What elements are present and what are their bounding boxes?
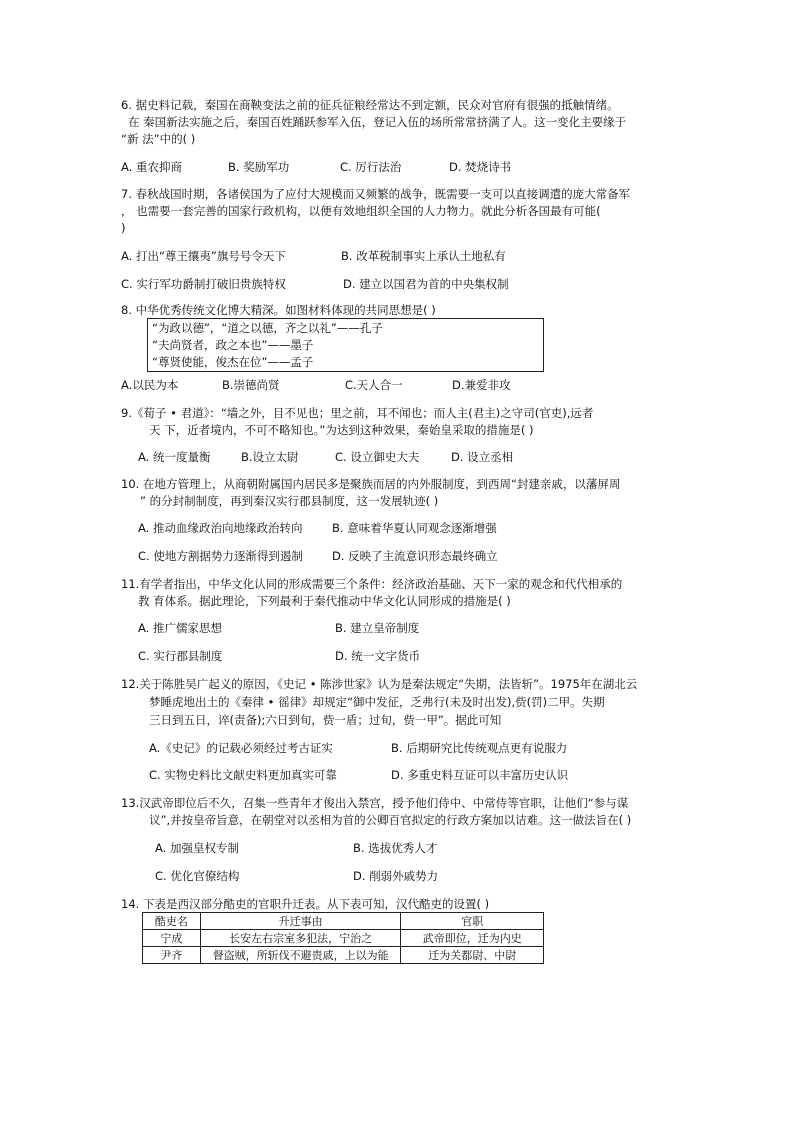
q8-option-c[interactable]: C.天人合一 <box>345 378 403 392</box>
q8-quote-mencius: “尊贤使能，俊杰在位”——孟子 <box>152 355 314 369</box>
q7-line-1: 7. 春秋战国时期，各诸侯国为了应付大规模而又频繁的战争，既需要一支可以直接调遣的庞大常备军 <box>121 187 631 201</box>
table-header-cell: 升迁事由 <box>200 913 401 930</box>
q8-option-a[interactable]: A.以民为本 <box>121 378 179 392</box>
q13-option-a[interactable]: A. 加强皇权专制 <box>155 841 239 855</box>
q9-option-a[interactable]: A. 统一度量衡 <box>138 450 211 464</box>
q9-option-b[interactable]: B.设立太尉 <box>241 450 299 464</box>
q13-option-d[interactable]: D. 削弱外戚势力 <box>353 869 439 883</box>
q12-line-3: 三日到五日，谇(责备);六日到旬，赀一盾；过旬，赀一甲”。据此可知 <box>149 713 502 727</box>
q8-line-1: 8. 中华优秀传统文化博大精深。如图材料体现的共同思想是( ) <box>121 303 436 317</box>
q10-option-b[interactable]: B. 意味着华夏认同观念逐渐增强 <box>332 521 497 535</box>
q10-option-c[interactable]: C. 使地方割据势力逐渐得到遏制 <box>138 549 303 563</box>
q12-option-c[interactable]: C. 实物史料比文献史料更加真实可靠 <box>149 768 337 782</box>
q12-line-1: 12.关于陈胜吴广起义的原因，《史记 • 陈涉世家》认为是秦法规定“失期，法皆斩”。1975年在湖北云 <box>121 677 638 691</box>
table-cell: 尹齐 <box>143 947 201 964</box>
q9-option-d[interactable]: D. 设立丞相 <box>451 450 514 464</box>
q8-option-d[interactable]: D.兼爱非攻 <box>452 378 511 392</box>
q11-line-2: 教 育体系。据此理论，下列最利于秦代推动中华文化认同形成的措施是( ) <box>138 594 511 608</box>
q9-option-c[interactable]: C. 设立御史大夫 <box>335 450 420 464</box>
q6-option-a[interactable]: A. 重农抑商 <box>121 160 182 174</box>
q12-option-b[interactable]: B. 后期研究比传统观点更有说服力 <box>391 741 568 755</box>
q10-option-d[interactable]: D. 反映了主流意识形态最终确立 <box>332 549 498 563</box>
q11-option-d[interactable]: D. 统一文字货币 <box>335 649 421 663</box>
q13-line-1: 13.汉武帝即位后不久，召集一些青年才俊出入禁宫，授予他们侍中、中常侍等官职，让他们“参与谋 <box>121 796 629 810</box>
q7-option-c[interactable]: C. 实行军功爵制打破旧贵族特权 <box>121 277 286 291</box>
table-row <box>143 947 544 964</box>
q11-option-b[interactable]: B. 建立皇帝制度 <box>335 621 420 635</box>
q12-line-2: 梦睡虎地出土的《秦律 • 徭律》却规定“御中发征，乏弗行(未及时出发),赀(罚)二甲。失期 <box>149 695 605 709</box>
q7-line-3: ) <box>121 221 126 235</box>
q11-option-c[interactable]: C. 实行郡县制度 <box>138 649 223 663</box>
table-cell: 迁为关都尉、中尉 <box>401 947 544 964</box>
q10-line-1: 10. 在地方管理上，从商朝附属国内居民多是聚族而居的内外服制度，到西周“封建亲戚，以藩屏周 <box>121 477 621 491</box>
q6-line-1: 6. 据史料记载，秦国在商鞅变法之前的征兵征粮经常达不到定额，民众对官府有很强的抵触情绪。 <box>121 98 619 112</box>
q9-line-2: 天 下，近者境内，不可不略知也。”为达到这种效果，秦始皇采取的措施是( ) <box>149 423 534 437</box>
q10-line-2: ” 的分封制制度，再到秦汉实行郡县制度，这一发展轨迹( ) <box>140 494 439 508</box>
table-header-cell: 酷吏名 <box>143 913 201 930</box>
q6-option-b[interactable]: B. 奖励军功 <box>228 160 290 174</box>
q8-quote-confucius: “为政以德”，“道之以德，齐之以礼”——孔子 <box>152 321 383 335</box>
q11-option-a[interactable]: A. 推广儒家思想 <box>138 621 222 635</box>
table-cell: 长安左右宗室多犯法，宁治之 <box>200 930 401 947</box>
q13-option-c[interactable]: C. 优化官僚结构 <box>155 869 240 883</box>
table-header-row <box>143 913 544 930</box>
q7-option-d[interactable]: D. 建立以国君为首的中央集权制 <box>343 277 509 291</box>
q6-line-3: “新 法”中的( ) <box>121 132 196 146</box>
table-cell: 督盗贼，所斩伐不避贵戚，上以为能 <box>200 947 401 964</box>
q8-quote-mozi: “夫尚贤者，政之本也”——墨子 <box>152 338 314 352</box>
table-cell: 宁成 <box>143 930 201 947</box>
q6-line-2: 在 秦国新法实施之后，秦国百姓踊跃参军入伍，登记入伍的场所常常挤满了人。这一变化主要缘于 <box>128 115 627 129</box>
q8-option-b[interactable]: B.崇德尚贤 <box>222 378 280 392</box>
q8-quote-box <box>147 318 544 372</box>
table-cell: 武帝即位，迁为内史 <box>401 930 544 947</box>
q13-line-2: 议”,并按皇帝旨意，在朝堂对以丞相为首的公卿百官拟定的行政方案加以诘难。这一做法旨在( ) <box>149 813 632 827</box>
table-header-cell: 官职 <box>401 913 544 930</box>
q7-option-b[interactable]: B. 改革税制事实上承认土地私有 <box>341 249 506 263</box>
q14-line-1: 14. 下表是西汉部分酷吏的官职升迁表。从下表可知，汉代酷吏的设置( ) <box>121 897 490 911</box>
official-promotion-table <box>142 912 544 964</box>
q12-option-d[interactable]: D. 多重史料互证可以丰富历史认识 <box>391 768 569 782</box>
q6-option-c[interactable]: C. 厉行法治 <box>340 160 402 174</box>
q12-option-a[interactable]: A.《史记》的记载必须经过考古证实 <box>149 741 333 755</box>
table-row <box>143 930 544 947</box>
q13-option-b[interactable]: B. 选拔优秀人才 <box>353 841 438 855</box>
q7-option-a[interactable]: A. 打出“尊王攘夷”旗号号令天下 <box>121 249 286 263</box>
q7-line-2: ， 也需要一套完善的国家行政机构，以便有效地组织全国的人力物力。就此分析各国最有可能( <box>121 204 601 218</box>
q11-line-1: 11.有学者指出，中华文化认同的形成需要三个条件：经济政治基础、天下一家的观念和代代相承的 <box>121 577 623 591</box>
q9-line-1: 9.《荀子 • 君道》：“墙之外，目不见也；里之前，耳不闻也；而人主(君主)之守司(官吏),远者 <box>121 406 594 420</box>
q6-option-d[interactable]: D. 焚烧诗书 <box>449 160 512 174</box>
q10-option-a[interactable]: A. 推动血缘政治向地缘政治转向 <box>138 521 303 535</box>
